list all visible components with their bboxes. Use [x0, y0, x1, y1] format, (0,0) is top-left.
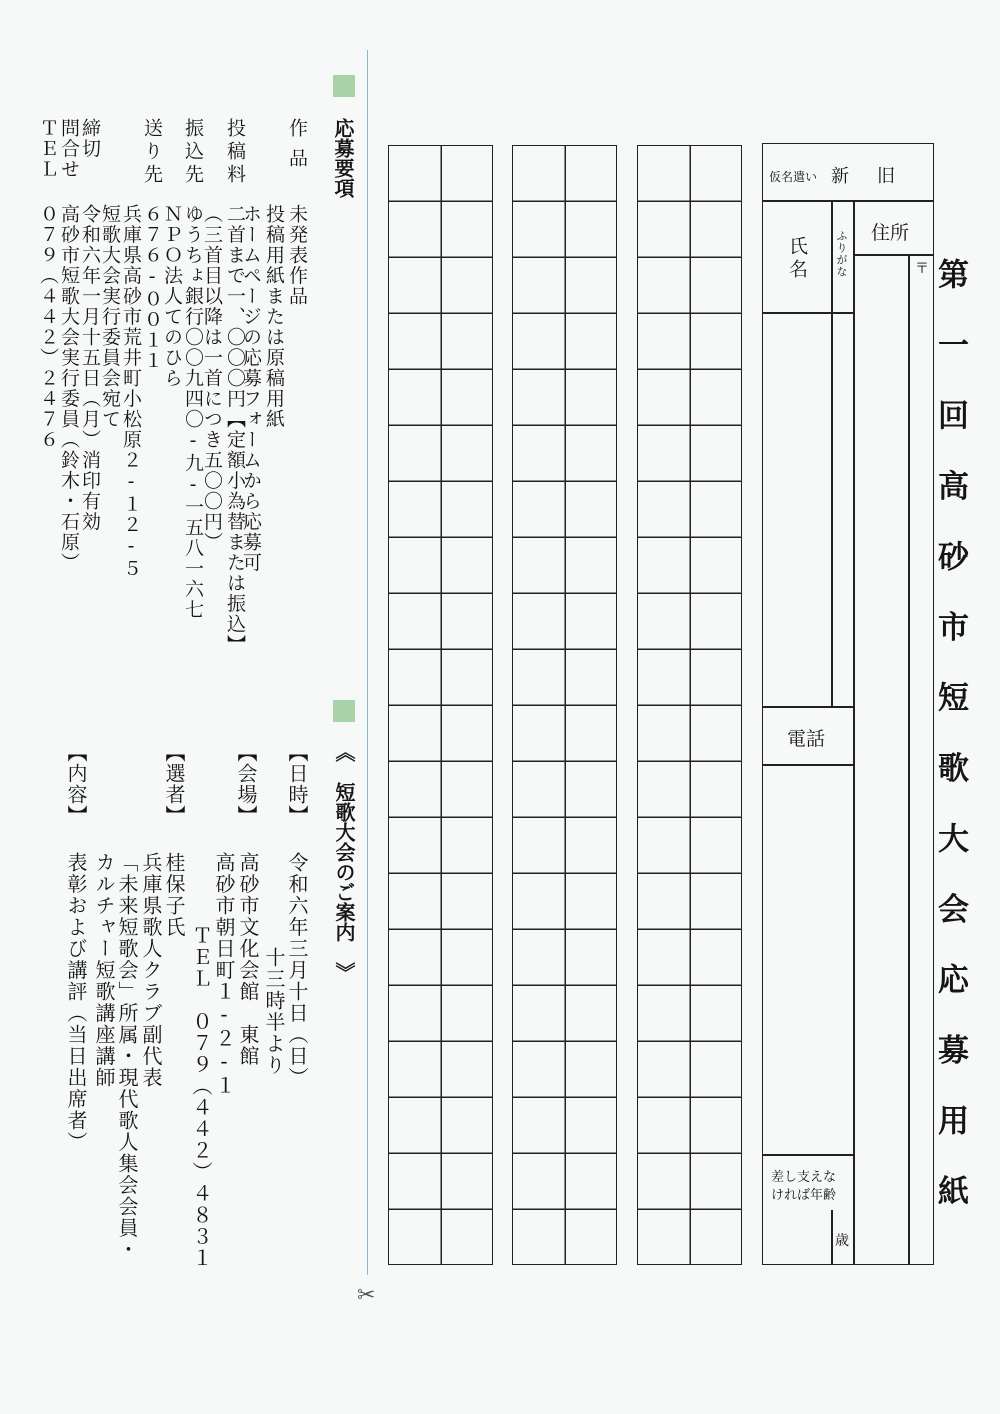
phone-label: 電話	[787, 728, 826, 750]
guidelines-heading: 応募要項	[331, 118, 355, 198]
guideline-value: 短歌大会実行委員会宛て	[99, 204, 121, 430]
postal-mark: 〒	[915, 261, 929, 277]
event-label: 【選者】	[162, 742, 186, 826]
guideline-label: 振込先	[182, 118, 204, 187]
event-value: ＴＥＬ ０７９（４４２）４８３１	[189, 925, 213, 1269]
age-note-line1: 差し支えな	[771, 1170, 837, 1185]
event-value: 表彰および講評（当日出席者）	[64, 852, 88, 1153]
address-field[interactable]	[855, 256, 907, 1262]
guideline-label: 作品	[286, 118, 308, 178]
tanka-grid-1[interactable]	[637, 145, 742, 1265]
guideline-label: 締切	[79, 118, 101, 159]
guideline-value: 兵庫県高砂市荒井町小松原２‐１２‐５	[120, 204, 142, 579]
guideline-label: 送り先	[141, 118, 163, 187]
event-value: 十三時半より	[262, 947, 286, 1076]
section-marker-guidelines	[333, 75, 355, 97]
tanka-grid-2[interactable]	[512, 145, 617, 1265]
guideline-value: ゆうちょ銀行〇〇九四〇‐九‐一五八一六七	[182, 204, 204, 620]
guideline-value: 未発表作品	[286, 204, 308, 307]
name-field[interactable]	[765, 314, 829, 704]
address-label: 住所	[871, 222, 910, 244]
event-heading: 《 短歌大会のご案内 》	[332, 742, 356, 982]
cut-line	[367, 50, 368, 1275]
guideline-value: ６７６‐００１１	[141, 204, 163, 371]
event-value: 令和六年三月十日（日）	[285, 852, 309, 1089]
event-value: 「未来短歌会」所属・現代歌人集会会員・	[115, 852, 139, 1261]
guideline-value: 投稿用紙または原稿用紙	[263, 204, 285, 430]
event-value: 高砂市文化会館 東館	[236, 852, 260, 1067]
age-field[interactable]	[765, 1212, 829, 1262]
kana-option-new[interactable]: 新	[831, 166, 849, 187]
event-label: 【内容】	[64, 742, 88, 826]
age-note-line2: ければ年齢	[771, 1188, 837, 1203]
event-value: 桂保子氏	[162, 852, 186, 938]
age-unit: 歳	[835, 1233, 849, 1249]
guideline-label: ＴＥＬ	[37, 118, 59, 180]
event-value: 高砂市朝日町１‐２‐１	[212, 852, 236, 1097]
scissors-icon: ✂	[357, 1283, 376, 1308]
event-value: カルチャー短歌講座講師	[92, 852, 116, 1089]
event-label: 【会場】	[234, 742, 258, 826]
kana-label: 仮名遣い	[769, 170, 818, 184]
guideline-value: ０７９（４４２）２４７６	[37, 204, 59, 450]
section-marker-event	[333, 700, 355, 722]
event-label: 【日時】	[285, 742, 309, 826]
guideline-label: 問合せ	[58, 118, 80, 180]
guideline-value: 二首まで一、〇〇〇円【定額小為替または振込】	[224, 204, 246, 655]
guideline-value: （三首目以降は一首につき五〇〇円）	[201, 204, 223, 553]
phone-field[interactable]	[765, 766, 851, 1152]
guideline-value: 高砂市短歌大会実行委員（鈴木・石原）	[58, 204, 80, 573]
name-label: 氏名	[786, 236, 808, 282]
kana-option-old[interactable]: 旧	[877, 166, 895, 187]
guideline-value: 令和六年一月十五日（月）消印有効	[79, 204, 101, 532]
tanka-grid-3[interactable]	[388, 145, 493, 1265]
form-title: 第一回高砂市短歌大会応募用紙	[932, 258, 968, 1245]
furigana-field[interactable]	[833, 314, 851, 704]
guideline-label: 投稿料	[224, 118, 246, 187]
furigana-label: ふりがな	[835, 230, 848, 278]
guideline-value: ＮＰＯ法人てのひら	[161, 204, 183, 389]
guideline-value: ホームページの応募フォームから応募可	[240, 204, 262, 573]
entry-form	[762, 143, 934, 1265]
event-value: 兵庫県歌人クラブ副代表	[139, 852, 163, 1089]
